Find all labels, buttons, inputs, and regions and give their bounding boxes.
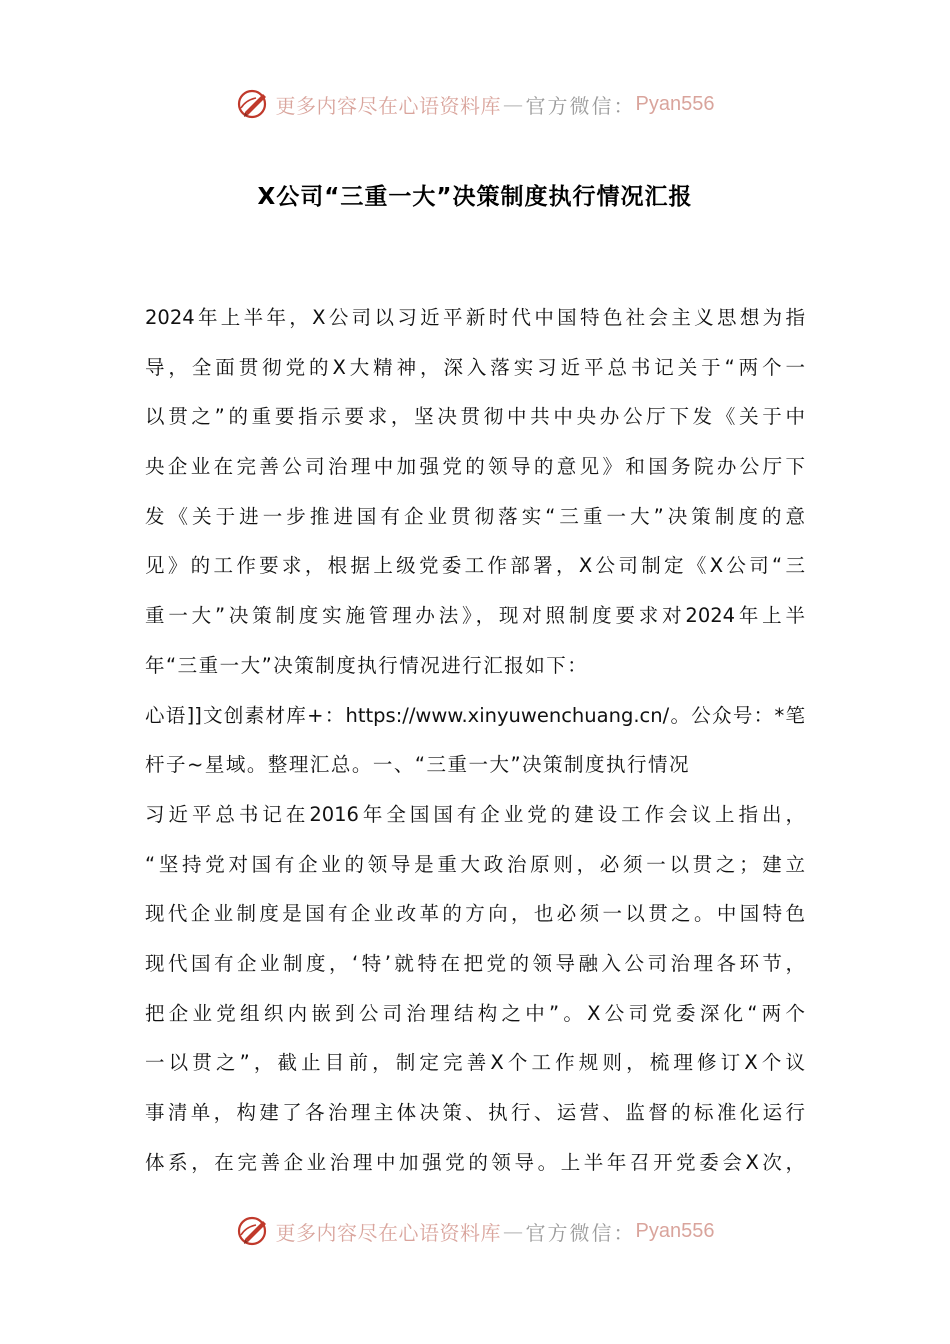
body-line: 2024年上半年，X公司以习近平新时代中国特色社会主义思想为指 [145,306,805,329]
body-line: 以贯之”的重要指示要求，坚决贯彻中共中央办公厅下发《关于中 [145,405,805,429]
body-line: 体系，在完善企业治理中加强党的领导。上半年召开党委会X次， [145,1150,805,1174]
body-line: 发《关于进一步推进国有企业贯彻落实“三重一大”决策制度的意 [145,504,805,528]
body-line: 心语]]文创素材库+：https://www.xinyuwenchuang.cn/。公众号：*笔 [145,703,805,727]
pen-logo-icon [236,1213,272,1249]
body-line: 导，全面贯彻党的X大精神，深入落实习近平总书记关于“两个一 [145,355,805,379]
body-line: 杆子~星域。整理汇总。一、“三重一大”决策制度执行情况 [145,753,691,777]
watermark-dash: — [503,1219,524,1243]
body-line: 一以贯之”，截止目前，制定完善X个工作规则，梳理修订X个议 [145,1051,805,1075]
document-title: X公司“三重一大”决策制度执行情况汇报 [257,184,693,210]
body-line: 事清单，构建了各治理主体决策、执行、运营、监督的标准化运行 [145,1101,805,1124]
body-line: 央企业在完善公司治理中加强党的领导的意见》和国务院办公厅下 [145,455,805,479]
body-line: 习近平总书记在2016年全国国有企业党的建设工作会议上指出， [145,802,805,826]
watermark-label: 官方微信： [525,1220,636,1245]
watermark-label: 官方微信： [525,93,636,118]
body-line: 重一大”决策制度实施管理办法》，现对照制度要求对2024年上半 [145,604,805,628]
watermark-account: Pyan556 [635,92,715,115]
watermark-dash: — [503,92,524,116]
body-line: 把企业党组织内嵌到公司治理结构之中”。X公司党委深化“两个 [145,1001,805,1025]
body-line: 年“三重一大”决策制度执行情况进行汇报如下： [145,653,589,677]
body-line: 现代国有企业制度，‘特’就特在把党的领导融入公司治理各环节， [145,951,805,975]
pen-logo-icon [236,86,272,122]
body-line: 现代企业制度是国有企业改革的方向，也必须一以贯之。中国特色 [145,902,805,926]
document-body [145,293,805,1187]
header-watermark [0,84,950,124]
body-line: “坚持党对国有企业的领导是重大政治原则，必须一以贯之；建立 [145,852,805,876]
watermark-text: 更多内容尽在心语资料库 [275,1220,502,1245]
watermark-account: Pyan556 [635,1219,715,1242]
watermark-text: 更多内容尽在心语资料库 [275,93,502,118]
footer-watermark [0,1211,950,1251]
body-line: 见》的工作要求，根据上级党委工作部署，X公司制定《X公司“三 [145,554,805,578]
